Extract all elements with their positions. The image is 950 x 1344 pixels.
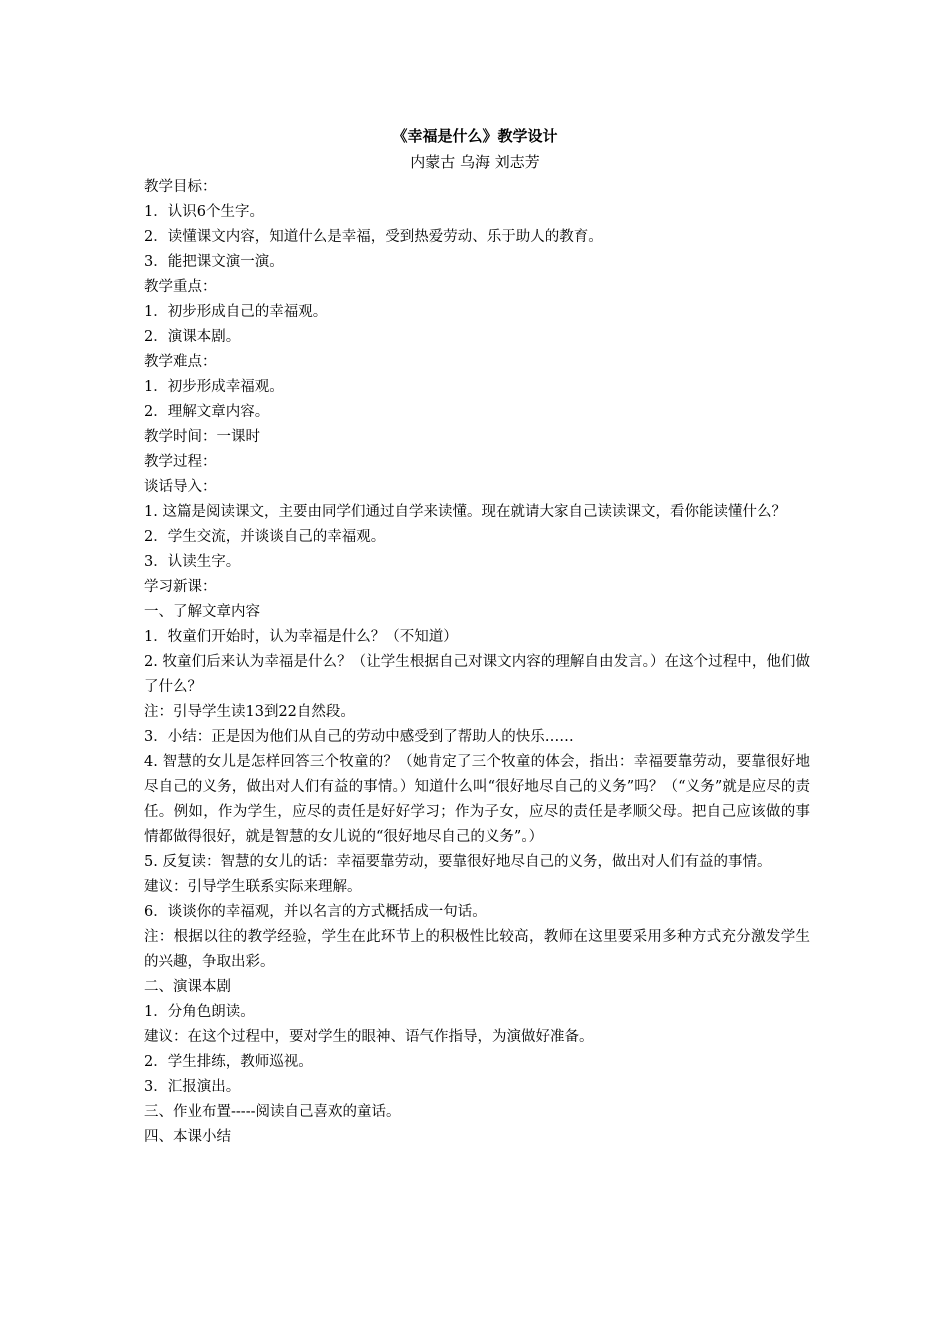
- part-heading-homework: 三、作业布置-----阅读自己喜欢的童话。: [144, 1104, 401, 1120]
- lesson-note: 注：根据以往的教学经验，学生在此环节上的积极性比较高，教师在这里要采用多种方式充分激发学生的兴趣，争取出彩。: [144, 929, 810, 970]
- difficulty-item: 1．初步形成幸福观。: [144, 379, 284, 395]
- lesson-suggestion: 建议：引导学生联系实际来理解。: [144, 879, 362, 895]
- lesson-item: 6．谈谈你的幸福观，并以名言的方式概括成一句话。: [144, 904, 487, 920]
- part-heading-play: 二、演课本剧: [144, 979, 231, 995]
- objective-item: 2．读懂课文内容，知道什么是幸福，受到热爱劳动、乐于助人的教育。: [144, 229, 603, 245]
- lesson-item: 5. 反复读：智慧的女儿的话：幸福要靠劳动，要靠很好地尽自己的义务，做出对人们有益的事情。: [144, 854, 772, 870]
- section-heading-difficulties: 教学难点：: [144, 354, 217, 370]
- intro-item: 1. 这篇是阅读课文，主要由同学们通过自学来读懂。现在就请大家自己读读课文，看你能读懂什么？: [144, 504, 786, 520]
- section-heading-key-points: 教学重点：: [144, 279, 217, 295]
- lesson-item: 1．牧童们开始时，认为幸福是什么？（不知道）: [144, 629, 458, 645]
- document-author: 内蒙古 乌海 刘志芳: [410, 153, 540, 171]
- play-item: 2．学生排练，教师巡视。: [144, 1054, 313, 1070]
- lesson-item: 3．小结：正是因为他们从自己的劳动中感受到了帮助人的快乐……: [144, 729, 574, 745]
- lesson-item: 4. 智慧的女儿是怎样回答三个牧童的？（她肯定了三个牧童的体会，指出：幸福要靠劳动，要靠很好地尽自己的义务，做出对人们有益的事情。）知道什么叫“很好地尽自己的义务”吗？（“义务”就是应尽的责任。例如，作为学生，应尽的责任是好好学习；作为子女，应尽的责任是孝顺父母。把自己应该做的事情都做得很好，就是智慧的女儿说的“很好地尽自己的义务”。）: [144, 754, 810, 845]
- document-title: 《幸福是什么》教学设计: [392, 127, 558, 145]
- subheading-new-lesson: 学习新课：: [144, 579, 217, 595]
- play-suggestion: 建议：在这个过程中，要对学生的眼神、语气作指导，为演做好准备。: [144, 1029, 594, 1045]
- key-point-item: 2．演课本剧。: [144, 329, 241, 345]
- part-heading-summary: 四、本课小结: [144, 1129, 231, 1145]
- section-heading-objectives: 教学目标：: [144, 179, 217, 195]
- play-item: 1．分角色朗读。: [144, 1004, 255, 1020]
- intro-item: 3．认读生字。: [144, 554, 241, 570]
- subheading-introduction: 谈话导入：: [144, 479, 217, 495]
- lesson-item: 2. 牧童们后来认为幸福是什么？（让学生根据自己对课文内容的理解自由发言。）在这个过程中，他们做了什么？: [144, 654, 810, 695]
- difficulty-item: 2．理解文章内容。: [144, 404, 270, 420]
- lesson-note: 注：引导学生读13到22自然段。: [144, 704, 355, 720]
- key-point-item: 1．初步形成自己的幸福观。: [144, 304, 328, 320]
- objective-item: 1．认识6个生字。: [144, 204, 264, 220]
- play-item: 3．汇报演出。: [144, 1079, 241, 1095]
- document-body: [144, 175, 810, 1150]
- part-heading-understand: 一、了解文章内容: [144, 604, 260, 620]
- objective-item: 3．能把课文演一演。: [144, 254, 284, 270]
- section-heading-process: 教学过程：: [144, 454, 217, 470]
- intro-item: 2．学生交流，并谈谈自己的幸福观。: [144, 529, 386, 545]
- teaching-time: 教学时间：一课时: [144, 429, 260, 445]
